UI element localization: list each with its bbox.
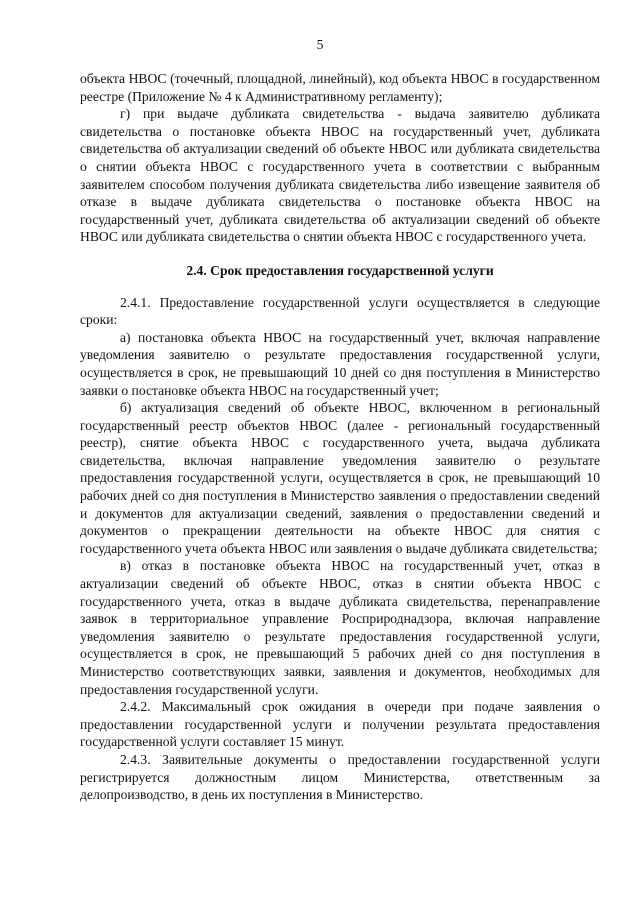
paragraph-item-g: г) при выдаче дубликата свидетельства - выдача заявителю дубликата свидетельства о постановке объекта НВОС на государственный учет, дубликата свидетельства об актуализации сведений об объекте НВОС или дубликата свидетельства о снятии объекта НВОС с государственного учета в соответствии с выбранным заявителем способом получения дубликата свидетельства либо извещение заявителя об отказе в выдаче дубликата свидетельства о постановке объекта НВОС на государственный учет, дубликата свидетельства об актуализации сведений об объекте НВОС или дубликата свидетельства о снятии объекта НВОС с государственного учета. — [80, 106, 600, 245]
paragraph-item-b: б) актуализация сведений об объекте НВОС, включенном в региональный государственный реестр объектов НВОС (далее - региональный государственный реестр), снятие объекта НВОС с государственного учета, выдача дубликата свидетельства, включая направление уведомления заявителю о результате предоставления государственной услуги, осуществляется в срок, не превышающий 10 рабочих дней со дня поступления в Министерство заявления о предоставлении сведений и документов для актуализации сведений, заявления о предоставлении сведений и документов о прекращении деятельности на объекте НВОС для снятия с государственного учета объекта НВОС или заявления о выдаче дубликата свидетельства; — [80, 400, 600, 556]
document-body — [80, 70, 600, 804]
paragraph-continuation: объекта НВОС (точечный, площадной, линейный), код объекта НВОС в государственном реестре (Приложение № 4 к Административному регламенту); — [80, 71, 600, 104]
paragraph-item-a: а) постановка объекта НВОС на государственный учет, включая направление уведомления заявителю о результате предоставления государственной услуги, осуществляется в срок, не превышающий 10 дней со дня поступления в Министерство заявки о постановке объекта НВОС на государственный учет; — [80, 329, 600, 398]
paragraph-2-4-2: 2.4.2. Максимальный срок ожидания в очереди при подаче заявления о предоставлении государственной услуги и получении результата предоставления государственной услуги составляет 15 минут. — [80, 699, 600, 750]
paragraph-2-4-1: 2.4.1. Предоставление государственной услуги осуществляется в следующие сроки: — [80, 294, 600, 328]
page-number: 5 — [316, 37, 324, 52]
section-heading: 2.4. Срок предоставления государственной услуги — [186, 262, 494, 278]
paragraph-2-4-3: 2.4.3. Заявительные документы о предоставлении государственной услуги регистрируется должностным лицом Министерства, ответственным за делопроизводство, в день их поступления в Министерство. — [80, 751, 600, 803]
paragraph-item-v: в) отказ в постановке объекта НВОС на государственный учет, отказ в актуализации сведений об объекте НВОС, отказ в снятии объекта НВОС с государственного учета, отказ в выдаче дубликата свидетельства, перенаправление заявок в территориальное управление Росприроднадзора, включая направление уведомления заявителю о результате предоставления государственной услуги, осуществляется в срок, не превышающий 5 рабочих дней со дня поступления в Министерство соответствующих заявки, заявления и документов, необходимых для предоставления государственной услуги. — [80, 558, 600, 697]
